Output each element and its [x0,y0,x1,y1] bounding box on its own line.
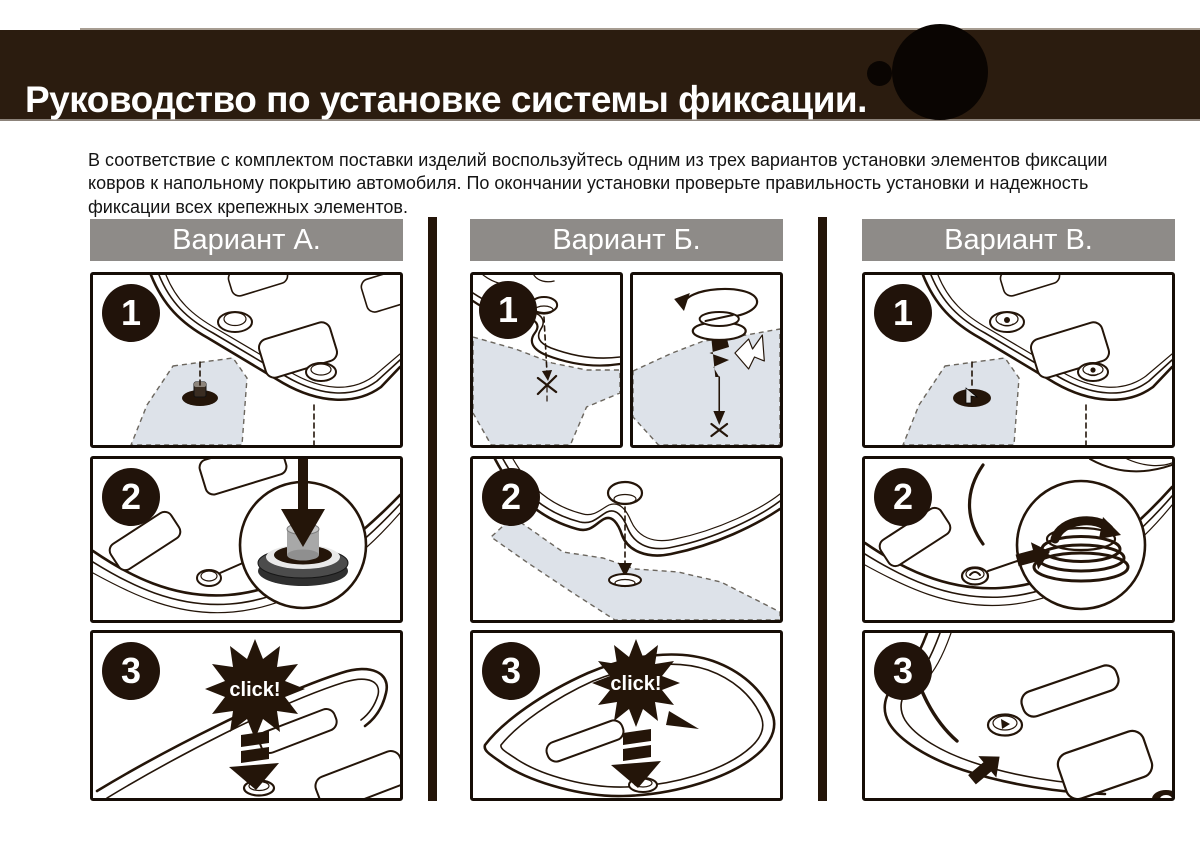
step-panel-a2 [90,456,403,623]
step-panel-v3 [862,630,1175,801]
page-title: Руководство по установке системы фиксации. [25,78,867,120]
variant-a-column [90,219,403,701]
variant-a-label: Вариант А. [172,223,321,256]
twist-lock-socket-icon [988,715,1022,736]
step-panel-b1 [470,272,783,448]
variant-b-label: Вариант Б. [552,223,701,256]
carpet-hole [953,389,991,407]
mat-socket-icon [306,363,336,381]
step-panel-b1-right [630,272,783,448]
intro-text: В соответствие с комплектом поставки изделий воспользуйтесь одним из трех вариантов установки элементов фиксации ковров к напольному покрытию автомобиля. По окончании установки проверьте правильность установки и надежность фиксации всех крепежных элементов. [88,150,1108,217]
step-number-badge: 3 [482,642,540,700]
step-number-badge: 2 [102,468,160,526]
leader-curve [970,465,984,544]
twist-lock-socket-icon [990,312,1024,332]
variant-b-column [470,219,783,695]
step-number-badge: 2 [482,468,540,526]
step-number-badge: 1 [102,284,160,342]
brand-logo-small-dot-icon [867,61,892,86]
step-number-badge: 3 [102,642,160,700]
mat-slot [1018,662,1121,719]
mat-slot [313,748,400,798]
step-panel-b3 [470,630,783,801]
corner-fastener-icon [1152,790,1172,798]
column-divider [428,217,437,801]
mat-button-icon [608,482,642,504]
push-arrow-icon [963,746,1009,791]
click-label: click! [610,673,662,695]
step-number-badge: 2 [874,468,932,526]
step-panel-a3 [90,630,403,801]
step-number-badge: 1 [479,281,537,339]
mat-socket-icon [197,570,221,586]
brand-logo-circle-icon [892,24,988,120]
step-number-badge: 1 [874,284,932,342]
variant-v-column [862,219,1175,691]
step-number-badge: 3 [874,642,932,700]
step-panel-v2 [862,456,1175,623]
step-panel-b2 [470,456,783,623]
step-panel-v1 [862,272,1175,448]
click-label: click! [229,679,281,701]
variant-v-header [862,219,1175,261]
twist-lock-socket-icon [1078,363,1108,381]
variant-a-header [90,219,403,261]
mat-socket-icon [218,312,252,332]
variant-b-header [470,219,783,261]
mat-slot [1055,728,1156,798]
callout-leader-line [220,562,245,573]
illustration-b1-right [633,275,780,445]
twist-lock-socket-icon [962,568,988,585]
step-panel-a1 [90,272,403,448]
column-divider [818,217,827,801]
variant-v-label: Вариант В. [944,223,1093,256]
